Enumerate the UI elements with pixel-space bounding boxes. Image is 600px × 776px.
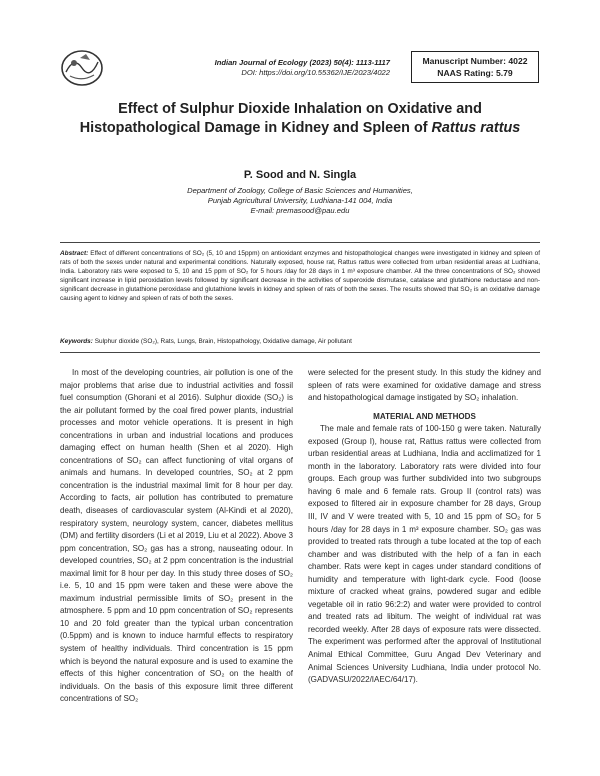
body-column-left xyxy=(60,367,293,706)
title-line-2-plain: Histopathological Damage in Kidney and Spleen of xyxy=(79,120,432,136)
keywords-label: Keywords: xyxy=(60,338,93,345)
affiliation xyxy=(100,186,500,215)
body-column-right xyxy=(308,367,541,687)
title-line-1: Effect of Sulphur Dioxide Inhalation on Oxidative and xyxy=(118,101,482,117)
affiliation-email[interactable]: E-mail: premasood@pau.edu xyxy=(250,205,350,215)
divider-top xyxy=(60,242,540,243)
paper-title xyxy=(30,100,570,138)
journal-name: Indian Journal of Ecology (2023) 50(4): 1113-1117 xyxy=(214,58,390,67)
affiliation-university: Punjab Agricultural University, Ludhiana-141 004, India xyxy=(207,195,393,205)
manuscript-info-box xyxy=(411,51,539,83)
intro-paragraph-2: were selected for the present study. In this study the kidney and spleen of rats were examined for oxidative damage and stress and histopathological damage instigated by SO₂ inhalation. xyxy=(308,368,541,403)
authors: P. Sood and N. Singla xyxy=(243,169,357,181)
title-line-2 xyxy=(30,119,570,138)
intro-paragraph-1: In most of the developing countries, air pollution is one of the major problems that arise due to industrial activities and fossil fuel consumption (Ghorani et al 2016). Sulphur dioxide (SO₂) is the air pollutant formed by the coal fired power plants, industrial processes and motor vehicle operations. It is present in high concentrations in urban and industrial locations and produces damaging effect on human health (Shen et al 2020). High concentrations of SO₂ can affect functioning of vital organs of animals and humans. In developed countries, SO₂ at 2 ppm concentration is the industrial maximal limit for 8 hour per day. According to facts, air pollution has contributed to premature death, diseases of cardiovascular system (Al-Kindi et al 2020), respiratory system, neurology system, cancer, diabetes mellitus (DM) and fertility disorders (Li et al 2019, Liu et al 2022). Above 3 ppm concentration, SO₂ gas has a strong, nauseating odour. In developed countries, SO₂ at 2 ppm concentration is the industrial maximal limit for 8 hour per day. In this study three doses of SO₂ i.e. 5, 10 and 15 ppm were taken and these were above the maximum industrial permissible limits of SO₂ present in the atmosphere. 5 ppm and 10 ppm concentration of SO₂ represents 10 and 20 fold greater than the typical urban concentration (0.5ppm) and is known to induce harmful effects to respiratory system of healthy individuals. Third concentration is 15 ppm which is beyond the natural exposure and is used to examine the effects of this higher concentration of SO₂ on the health of individuals. On the basis of this exposure limit three different concentrations of SO₂ xyxy=(60,368,293,704)
keywords-text: Sulphur dioxide (SO₂), Rats, Lungs, Brain, Histopathology, Oxidative damage, Air pollutant xyxy=(94,338,352,345)
title-species: Rattus rattus xyxy=(431,120,521,136)
keywords xyxy=(60,338,540,345)
divider-bottom xyxy=(60,352,540,353)
abstract-label: Abstract: xyxy=(60,250,89,257)
manuscript-number: Manuscript Number: 4022 xyxy=(422,56,528,66)
naas-rating: NAAS Rating: 5.79 xyxy=(437,67,513,78)
journal-logo-icon xyxy=(60,48,104,88)
journal-citation xyxy=(120,58,390,78)
methods-paragraph-1: The male and female rats of 100-150 g were taken. Naturally exposed (Group I), house rat, Rattus rattus were collected from urban residential areas at Ludhiana, India and acclimatized for 1 month in the laboratory. Laboratory rats were divided into four groups. Each group was further subdivided into two subgroups having 6 male and 6 female rats. Group II (control rats) was exposed to filtered air in exposure chamber for 28 days, Group III, IV and V were treated with 5, 10 and 15 ppm of SO₂ for 5 hours /day for 28 days in 1 m³ exposure chamber. SO₂ gas was provided to treated rats through a tube located at the top of each chamber and was distributed with the help of a fan in each chamber. Rats were kept in cages under standard conditions of humidity and temperature with light-dark cycle. Food (loose mixture of cracked wheat grains, powdered sugar and edible vegetable oil in ratio 96:2:2) and water were provided to control and treated rats ad libitum. The weight of individual rat was recorded weekly. After 28 days of exposure rats were dissected. The experiment was performed after the approval of Institutional Animal Ethical Committee, Guru Angad Dev Veterinary and Animal Sciences University Ludhiana, India under protocol No. (GADVASU/2022/IAEC/64/17). xyxy=(308,424,541,685)
affiliation-dept: Department of Zoology, College of Basic Sciences and Humanities, xyxy=(187,186,413,195)
methods-heading: MATERIAL AND METHODS xyxy=(373,411,476,421)
abstract xyxy=(60,249,540,303)
abstract-text: Effect of different concentrations of SO₂ (5, 10 and 15ppm) on antioxidant enzymes and histopathological changes were investigated in kidney and spleen of rats of both the sexes under natural and experimental conditions. Naturally exposed, house rat, Rattus rattus were collected from urban residential areas at Ludhiana, India. Laboratory rats were exposed to 5, 10 and 15 ppm of SO₂ for 5 hours /day for 28 days in 1 m³ exposure chamber. All the three concentrations of SO₂ showed significant increase in lipid peroxidation levels followed by significant decrease in the activities of superoxide dismutase, catalase and glutathione reductase and non-significant decrease in glutathione peroxidase and glutathione levels in kidney and spleen of rats of both the sexes. The results showed that SO₂ is an oxidative damage causing agent to kidney and spleen of rats of both the sexes. xyxy=(60,250,540,303)
doi-link[interactable]: DOI: https://doi.org/10.55362/IJE/2023/4022 xyxy=(241,68,390,77)
